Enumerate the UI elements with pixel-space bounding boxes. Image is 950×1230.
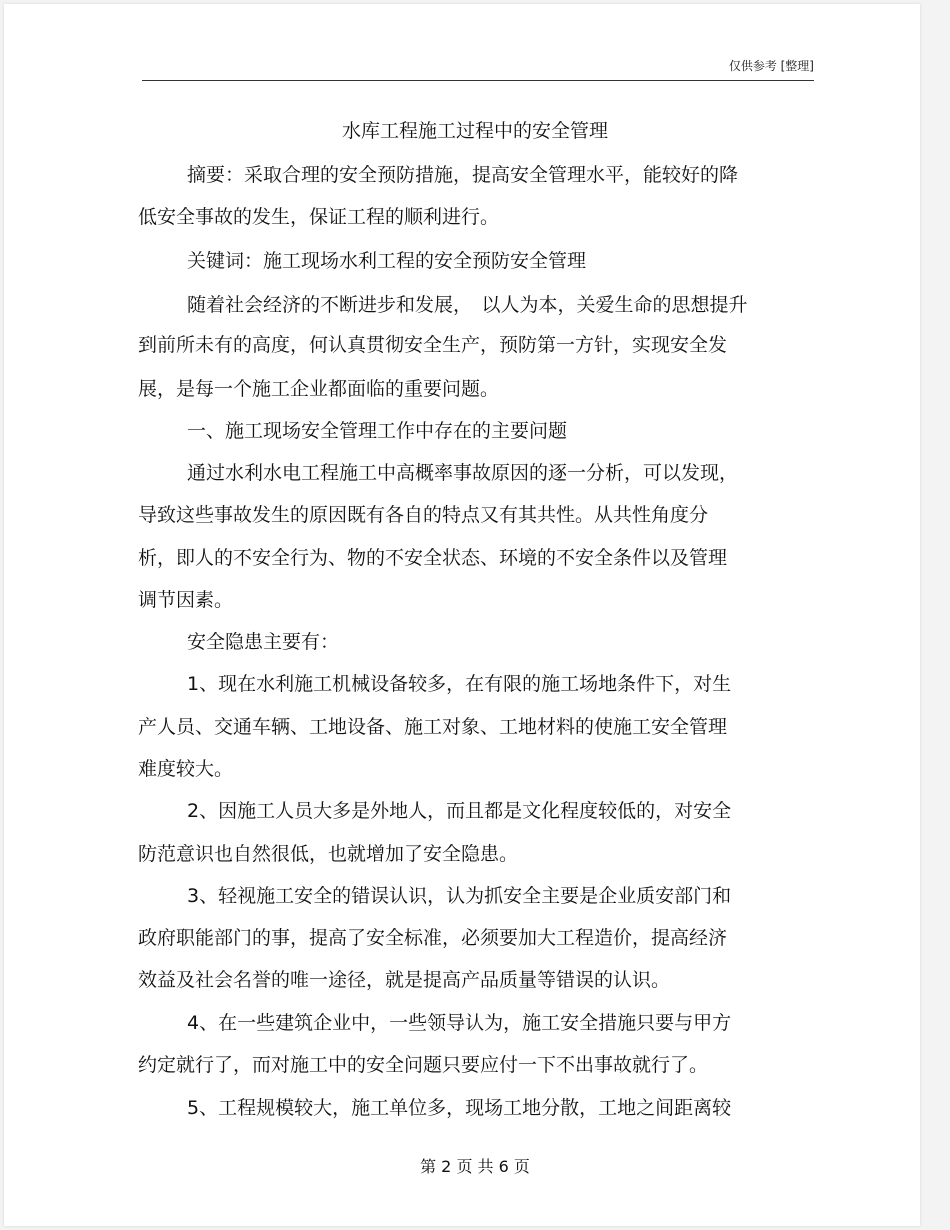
- list-item-line: 约定就行了，而对施工中的安全问题只要应付一下不出事故就行了。: [138, 1054, 709, 1076]
- keywords-line: 关键词：施工现场水利工程的安全预防安全管理: [187, 250, 587, 272]
- paragraph-line: 析，即人的不安全行为、物的不安全状态、环境的不安全条件以及管理: [138, 547, 728, 569]
- list-item-line: 5、工程规模较大，施工单位多，现场工地分散，工地之间距离较: [187, 1097, 732, 1119]
- page-header: [142, 54, 814, 81]
- list-item-line: 4、在一些建筑企业中，一些领导认为，施工安全措施只要与甲方: [187, 1012, 732, 1034]
- document-page: [4, 4, 920, 1226]
- paragraph-line: 调节因素。: [138, 589, 234, 611]
- list-item-line: 政府职能部门的事，提高了安全标准，必须要加大工程造价，提高经济: [138, 927, 728, 949]
- list-intro: 安全隐患主要有：: [187, 631, 340, 653]
- list-item-line: 难度较大。: [138, 758, 234, 780]
- abstract-line: 摘要：采取合理的安全预防措施，提高安全管理水平，能较好的降: [187, 164, 739, 186]
- document-title: 水库工程施工过程中的安全管理: [341, 120, 608, 142]
- paragraph-line: 展，是每一个施工企业都面临的重要问题。: [138, 378, 500, 400]
- page-footer: 第 2 页 共 6 页: [420, 1157, 530, 1176]
- abstract-line: 低安全事故的发生，保证工程的顺利进行。: [138, 206, 500, 228]
- header-text: 仅供参考 [整理]: [728, 59, 814, 73]
- list-item-line: 效益及社会名誉的唯一途径，就是提高产品质量等错误的认识。: [138, 969, 671, 991]
- paragraph-line: 随着社会经济的不断进步和发展， 以人为本，关爱生命的思想提升: [187, 294, 748, 316]
- list-item-line: 防范意识也自然很低，也就增加了安全隐患。: [138, 843, 519, 865]
- paragraph-line: 通过水利水电工程施工中高概率事故原因的逐一分析，可以发现，: [187, 462, 739, 484]
- list-item-line: 2、因施工人员大多是外地人，而且都是文化程度较低的，对安全: [187, 800, 732, 822]
- list-item-line: 1、现在水利施工机械设备较多，在有限的施工场地条件下，对生: [187, 673, 732, 695]
- section-heading: 一、施工现场安全管理工作中存在的主要问题: [187, 420, 568, 442]
- paragraph-line: 到前所未有的高度，何认真贯彻安全生产，预防第一方针，实现安全发: [138, 334, 728, 356]
- paragraph-line: 导致这些事故发生的原因既有各自的特点又有其共性。从共性角度分: [138, 504, 709, 526]
- list-item-line: 3、轻视施工安全的错误认识，认为抓安全主要是企业质安部门和: [187, 885, 732, 907]
- list-item-line: 产人员、交通车辆、工地设备、施工对象、工地材料的使施工安全管理: [138, 716, 728, 738]
